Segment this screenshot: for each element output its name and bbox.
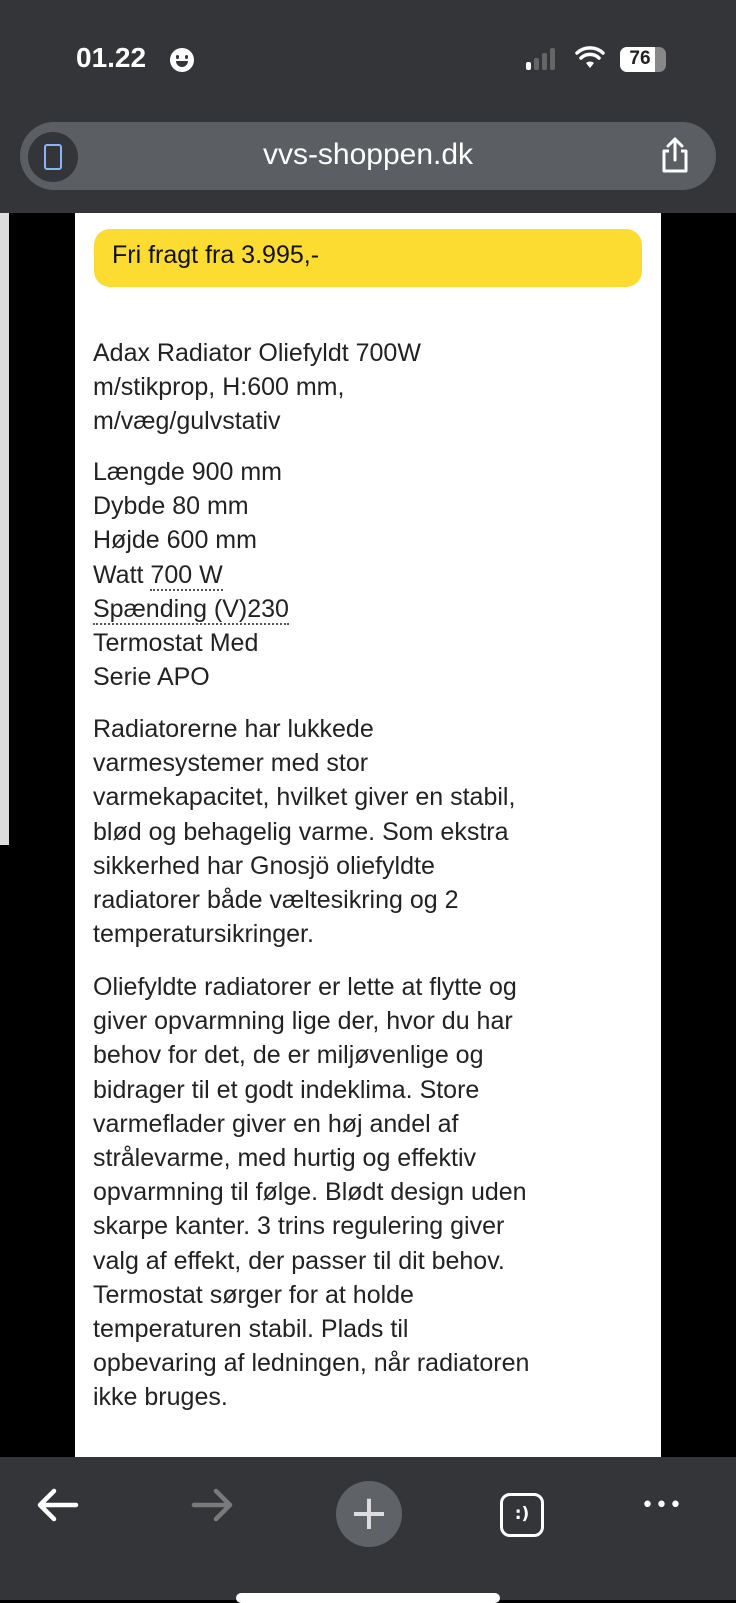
focus-smiley-icon bbox=[170, 48, 194, 72]
more-dots-icon: ••• bbox=[641, 1492, 683, 1518]
spec-label: Termostat bbox=[93, 629, 203, 658]
product-specs bbox=[93, 455, 289, 694]
spec-label: Serie bbox=[93, 663, 152, 692]
forward-button[interactable] bbox=[182, 1477, 242, 1533]
text-line: varmeflader giver en høj andel af bbox=[93, 1109, 459, 1138]
back-arrow-icon bbox=[36, 1487, 80, 1523]
spec-row bbox=[93, 489, 289, 523]
spec-label: Watt bbox=[93, 560, 144, 589]
text-line: Radiatorerne har lukkede bbox=[93, 715, 374, 743]
spec-row bbox=[93, 660, 289, 694]
share-button[interactable] bbox=[660, 136, 690, 174]
text-line: giver opvarmning lige der, hvor du har bbox=[93, 1007, 513, 1036]
spec-value: APO bbox=[156, 663, 210, 692]
home-indicator bbox=[236, 1593, 500, 1603]
text-line: Adax Radiator Oliefyldt 700W bbox=[93, 339, 421, 367]
text-line: ikke bruges. bbox=[93, 1383, 228, 1412]
forward-arrow-icon bbox=[190, 1487, 234, 1523]
text-line: sikkerhed har Gnosjö oliefyldte bbox=[93, 851, 435, 880]
browser-toolbar bbox=[0, 1457, 736, 1600]
spec-row bbox=[93, 626, 289, 660]
text-line: radiatorer både væltesikring og 2 bbox=[93, 886, 459, 915]
share-icon bbox=[660, 136, 690, 174]
address-bar[interactable] bbox=[20, 122, 716, 190]
spec-value: 700 W bbox=[150, 560, 223, 589]
description-paragraph-2 bbox=[93, 970, 529, 1415]
spec-value: 230 bbox=[247, 594, 289, 623]
text-line: m/stikprop, H:600 mm, bbox=[93, 373, 345, 402]
spec-row bbox=[93, 592, 289, 626]
text-line: behov for det, de er miljøvenlige og bbox=[93, 1041, 484, 1070]
tab-count-label: :) bbox=[514, 1504, 530, 1524]
text-line: temperatursikringer. bbox=[93, 920, 314, 949]
spec-label: Spænding (V) bbox=[93, 594, 248, 623]
spec-row bbox=[93, 455, 289, 489]
spec-value: 600 mm bbox=[166, 526, 257, 555]
text-line: varmesystemer med stor bbox=[93, 749, 369, 778]
url-text[interactable]: vvs-shoppen.dk bbox=[262, 138, 474, 171]
text-line: valg af effekt, der passer til dit behov. bbox=[93, 1246, 505, 1275]
spec-value: Med bbox=[209, 629, 259, 658]
new-tab-button[interactable] bbox=[336, 1481, 402, 1547]
spec-row bbox=[93, 523, 289, 557]
cellular-signal-icon bbox=[526, 48, 555, 70]
status-time: 01.22 bbox=[76, 42, 147, 73]
product-title bbox=[93, 336, 421, 439]
web-page-content bbox=[75, 213, 661, 1457]
text-line: Termostat sørger for at holde bbox=[93, 1280, 414, 1309]
spec-label: Højde bbox=[93, 526, 160, 555]
text-line: m/væg/gulvstativ bbox=[93, 407, 281, 436]
spec-value: 900 mm bbox=[191, 458, 283, 486]
spec-value: 80 mm bbox=[172, 492, 249, 521]
text-line: opbevaring af ledningen, når radiatoren bbox=[93, 1349, 530, 1378]
wifi-icon bbox=[575, 46, 605, 75]
text-line: bidrager til et godt indeklima. Store bbox=[93, 1075, 480, 1104]
battery-percent: 76 bbox=[629, 48, 651, 69]
free-shipping-banner: Fri fragt fra 3.995,- bbox=[94, 229, 642, 287]
text-line: opvarmning til følge. Blødt design uden bbox=[93, 1178, 527, 1207]
text-line: Oliefyldte radiatorer er lette at flytte og bbox=[93, 973, 517, 1001]
text-line: skarpe kanter. 3 trins regulering giver bbox=[93, 1212, 505, 1241]
text-line: blød og behagelig varme. Som ekstra bbox=[93, 817, 509, 846]
spec-label: Længde bbox=[93, 458, 185, 486]
tab-switcher-button[interactable] bbox=[500, 1493, 544, 1537]
back-button[interactable] bbox=[28, 1477, 88, 1533]
text-line: strålevarme, med hurtig og effektiv bbox=[93, 1144, 477, 1173]
spec-row bbox=[93, 558, 289, 592]
battery-icon bbox=[620, 47, 666, 72]
text-line: varmekapacitet, hvilket giver en stabil, bbox=[93, 783, 516, 812]
more-menu-button[interactable] bbox=[632, 1477, 692, 1533]
text-line: temperaturen stabil. Plads til bbox=[93, 1315, 409, 1344]
scroll-edge bbox=[0, 213, 9, 845]
spec-label: Dybde bbox=[93, 492, 166, 521]
description-paragraph-1 bbox=[93, 712, 515, 951]
browser-chrome-top bbox=[0, 0, 736, 213]
plus-icon: + bbox=[348, 1485, 390, 1541]
